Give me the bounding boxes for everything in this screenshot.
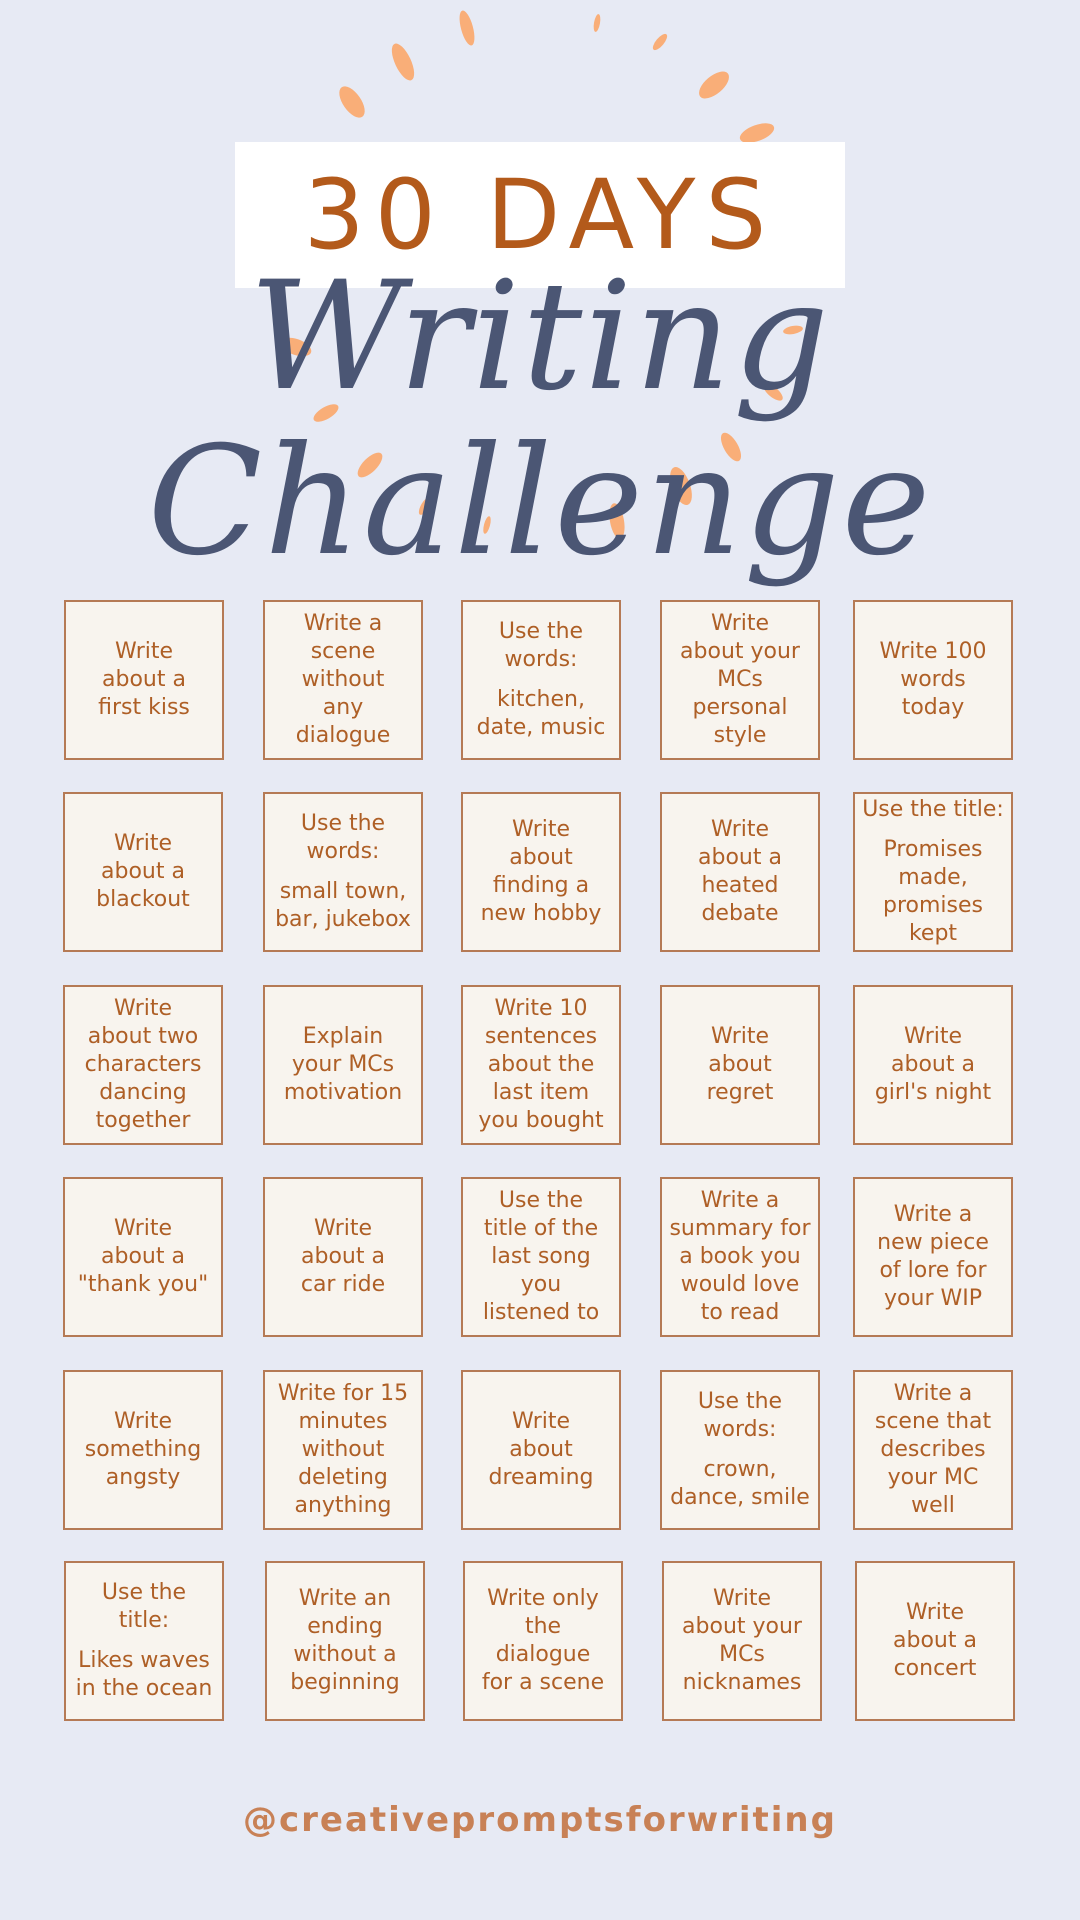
- prompt-tile: [853, 1177, 1013, 1337]
- prompt-tile: [461, 985, 621, 1145]
- prompt-text: Write about dreaming: [488, 1409, 594, 1490]
- prompt-tile: [463, 1561, 623, 1721]
- prompt-tile: [853, 985, 1013, 1145]
- footer-handle: @creativepromptsforwriting: [243, 1800, 837, 1840]
- prompt-text: Write something angsty: [84, 1409, 202, 1490]
- prompt-tile: [263, 985, 423, 1145]
- prompt-text: Write about your MCs nicknames: [682, 1586, 802, 1695]
- prompt-tile: [263, 792, 423, 952]
- prompt-text: Write a summary for a book you would love to read: [669, 1188, 811, 1325]
- prompt-text: Use the words:: [498, 619, 584, 672]
- prompt-text: Write a scene without any dialogue: [295, 611, 391, 748]
- prompt-detail: kitchen, date, music: [476, 687, 606, 740]
- prompt-tile: [263, 600, 423, 760]
- prompt-text: Write about regret: [706, 1024, 774, 1105]
- prompt-text: Write about a blackout: [96, 831, 190, 912]
- prompt-detail: small town, bar, jukebox: [275, 879, 411, 932]
- prompt-tile: [853, 1370, 1013, 1530]
- prompt-text: Write an ending without a beginning: [290, 1586, 400, 1695]
- prompt-tile: [461, 792, 621, 952]
- prompt-text: Use the title:: [101, 1580, 187, 1633]
- prompt-text: Write about a concert: [893, 1600, 977, 1681]
- prompt-text: Write only the dialogue for a scene: [481, 1586, 605, 1695]
- prompt-detail: crown, dance, smile: [670, 1457, 810, 1510]
- prompt-text: Write about your MCs personal style: [680, 611, 800, 748]
- prompt-tile: [63, 792, 223, 952]
- prompt-text: Write about two characters dancing together: [84, 996, 202, 1133]
- prompt-text: Use the title of the last song you listened to: [482, 1188, 600, 1325]
- prompt-tile: [855, 1561, 1015, 1721]
- page-title: 30 DAYS: [303, 159, 777, 271]
- prompt-text: Use the title:: [862, 797, 1004, 822]
- prompt-text: Use the words:: [697, 1389, 783, 1442]
- prompt-text: Explain your MCs motivation: [283, 1024, 403, 1105]
- prompt-text: Write a scene that describes your MC well: [874, 1381, 992, 1518]
- prompt-tile: [660, 600, 820, 760]
- prompt-text: Write a new piece of lore for your WIP: [877, 1202, 989, 1311]
- prompt-tile: [64, 600, 224, 760]
- prompt-tile: [263, 1177, 423, 1337]
- prompt-text: Write about a "thank you": [77, 1216, 209, 1297]
- prompt-tile: [461, 1177, 621, 1337]
- prompt-text: Use the words:: [300, 811, 386, 864]
- prompt-tile: [461, 600, 621, 760]
- prompt-tile: [263, 1370, 423, 1530]
- prompt-detail: Promises made, promises kept: [883, 837, 983, 946]
- prompt-tile: [63, 1177, 223, 1337]
- prompt-tile: [660, 1370, 820, 1530]
- prompt-tile: [63, 1370, 223, 1530]
- prompt-text: Write about a car ride: [300, 1216, 386, 1297]
- prompt-text: Write about a heated debate: [698, 817, 782, 926]
- prompt-tile: [660, 792, 820, 952]
- script-subtitle: Writing Challenge: [147, 250, 933, 589]
- prompt-tile: [660, 985, 820, 1145]
- prompt-tile: [662, 1561, 822, 1721]
- prompt-tile: [461, 1370, 621, 1530]
- prompt-detail: Likes waves in the ocean: [75, 1648, 213, 1701]
- prompt-text: Write for 15 minutes without deleting anything: [277, 1381, 409, 1518]
- prompt-text: Write about finding a new hobby: [480, 817, 602, 926]
- prompt-text: Write 10 sentences about the last item you bought: [478, 996, 604, 1133]
- prompt-text: Write about a first kiss: [98, 639, 190, 720]
- prompt-tile: [853, 792, 1013, 952]
- prompt-tile: [853, 600, 1013, 760]
- prompt-text: Write about a girl's night: [874, 1024, 992, 1105]
- prompt-tile: [63, 985, 223, 1145]
- prompt-text: Write 100 words today: [879, 639, 987, 720]
- prompt-tile: [64, 1561, 224, 1721]
- prompt-tile: [265, 1561, 425, 1721]
- prompt-tile: [660, 1177, 820, 1337]
